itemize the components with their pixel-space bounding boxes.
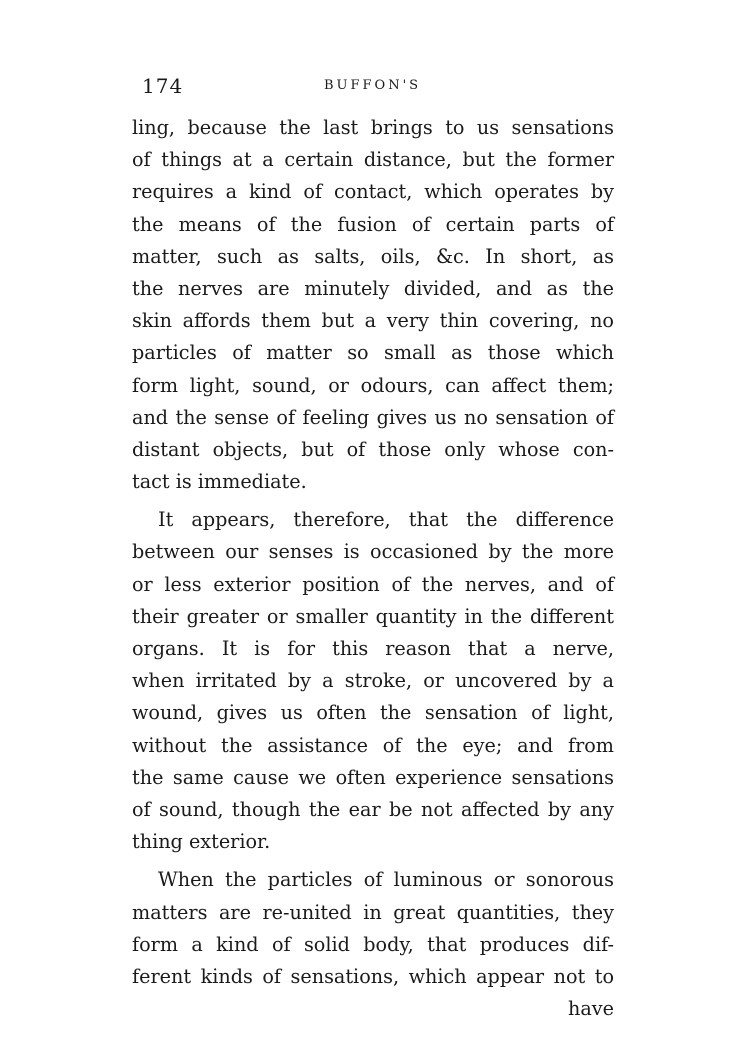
text-line: particles of matter so small as those which bbox=[132, 341, 614, 365]
text-line: form a kind of solid body, that produces dif- bbox=[132, 932, 614, 956]
body-text bbox=[132, 112, 614, 1025]
paragraph bbox=[132, 864, 614, 993]
text-line: of things at a certain distance, but the former bbox=[132, 148, 614, 172]
text-line: distant objects, but of those only whose con- bbox=[132, 437, 614, 461]
paragraph bbox=[132, 504, 614, 858]
text-line: wound, gives us often the sensation of light, bbox=[132, 701, 614, 725]
page-header bbox=[142, 74, 612, 104]
text-line: form light, sound, or odours, can affect them; bbox=[132, 373, 614, 397]
text-line: matters are re-united in great quantities, they bbox=[132, 900, 614, 924]
catchword: have bbox=[568, 997, 614, 1021]
text-line: or less exterior position of the nerves, and of bbox=[132, 572, 614, 596]
text-line: the nerves are minutely divided, and as the bbox=[132, 276, 614, 300]
page-number: 174 bbox=[142, 74, 184, 98]
text-line: ferent kinds of sensations, which appear not to bbox=[132, 964, 614, 988]
text-line: their greater or smaller quantity in the different bbox=[132, 604, 614, 628]
text-line: When the particles of luminous or sonorous bbox=[158, 868, 614, 892]
paragraph bbox=[132, 112, 614, 498]
text-line: without the assistance of the eye; and from bbox=[132, 733, 614, 757]
text-line: ling, because the last brings to us sensations bbox=[132, 116, 614, 139]
text-line: of sound, though the ear be not affected by any bbox=[132, 797, 614, 821]
running-head: BUFFON'S bbox=[324, 78, 422, 93]
text-line: when irritated by a stroke, or uncovered by a bbox=[132, 669, 614, 693]
text-line: matter, such as salts, oils, &c. In short, as bbox=[132, 244, 614, 268]
text-line: the same cause we often experience sensations bbox=[132, 765, 614, 789]
text-line: skin affords them but a very thin covering, no bbox=[132, 309, 614, 333]
text-line: It appears, therefore, that the difference bbox=[158, 508, 614, 532]
text-line: requires a kind of contact, which operates by bbox=[132, 180, 614, 204]
text-line: organs. It is for this reason that a nerve, bbox=[132, 637, 614, 660]
text-line: between our senses is occasioned by the more bbox=[132, 540, 614, 564]
text-line: and the sense of feeling gives us no sensation of bbox=[132, 405, 614, 429]
text-line: thing exterior. bbox=[132, 830, 271, 854]
text-line: the means of the fusion of certain parts of bbox=[132, 212, 614, 236]
text-line: tact is immediate. bbox=[132, 470, 307, 494]
